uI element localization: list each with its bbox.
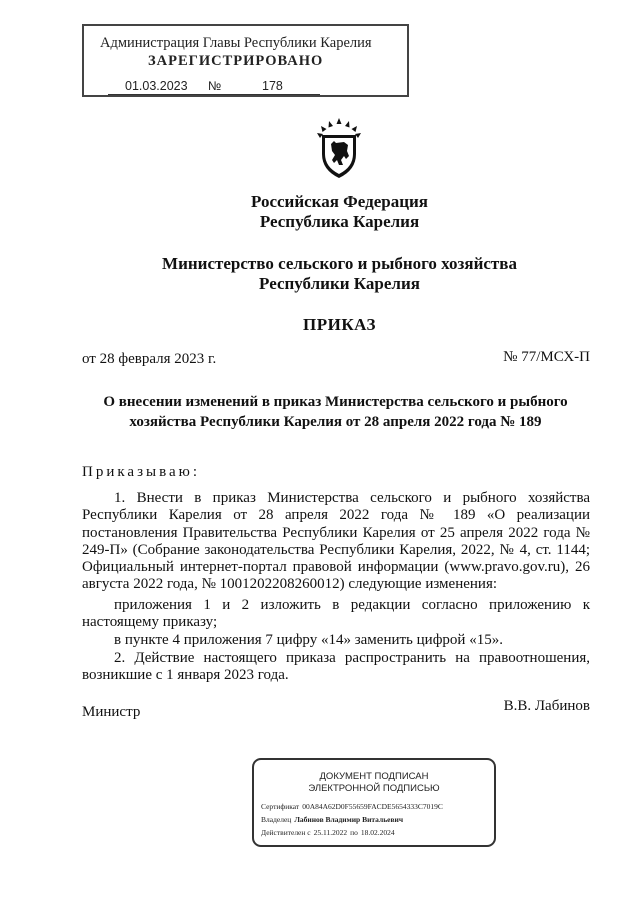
karelia-coat-of-arms-icon [314,118,364,180]
order-subject: О внесении изменений в приказ Министерства сельского и рыбного хозяйства Республики Карелия от 28 апреля 2022 года № 189 [103,394,568,430]
document-type-title: ПРИКАЗ [303,315,376,334]
esig-certificate-row [261,802,443,811]
stamp-status: ЗАРЕГИСТРИРОВАНО [148,53,324,69]
order-item-2: 2. Действие настоящего приказа распространить на правоотношения, возникшие с 1 января 2023 года. [82,650,590,684]
esig-valid-to: 18.02.2024 [360,828,395,837]
esig-certificate-label: Сертификат [261,802,300,811]
order-number: № 77/МСХ-П [503,349,590,365]
stamp-date: 01.03.2023 [125,79,188,93]
esig-owner-label: Владелец [261,815,292,824]
stamp-title: Администрация Главы Республики Карелия [100,35,372,51]
order-item-1: 1. Внести в приказ Министерства сельского и рыбного хозяйства Республики Карелия от 28 апреля 2022 года № 189 «О реализации постановления Правительства Республики Карелия от 25 апреля 2022 года № 249-П» (Собрание законодательства Республики Карелия, 2022, № 4, ст. 1144; Официальный интернет-портал правовой информации (www.pravo.gov.ru), 26 августа 2022 года, № 1001202208260012) следующие изменения: [82,490,590,593]
esig-validity-separator: по [350,828,358,837]
ministry-name: Министерство сельского и рыбного хозяйства [162,254,517,273]
preamble: Приказываю: [82,464,200,480]
esig-title-line2: ЭЛЕКТРОННОЙ ПОДПИСЬЮ [308,783,440,794]
signer-position: Министр [82,704,141,720]
signer-name: В.В. Лабинов [503,698,590,714]
order-item-1-change-a: приложения 1 и 2 изложить в редакции согласно приложению к настоящему приказу; [82,597,590,631]
order-item-1-change-b: в пункте 4 приложения 7 цифру «14» заменить цифрой «15». [114,632,503,648]
stamp-number: 178 [262,79,283,93]
ministry-region: Республики Карелия [259,274,420,293]
esig-validity-row [261,828,395,837]
esig-valid-from: 25.11.2022 [313,828,348,837]
registration-stamp [82,24,409,97]
stamp-number-sign: № [208,79,222,93]
region-name: Республика Карелия [259,212,420,231]
esig-validity-label: Действителен с [261,828,311,837]
esig-owner-value: Лабинов Владимир Витальевич [294,815,404,824]
esig-title-line1: ДОКУМЕНТ ПОДПИСАН [319,771,429,782]
country-name: Российская Федерация [251,192,428,211]
order-date: от 28 февраля 2023 г. [82,351,217,367]
esig-owner-row [261,815,403,824]
esig-certificate-value: 00A84A62D0F55659FACDE5654333C7019C [302,802,443,811]
stamp-underline [108,94,320,95]
electronic-signature-stamp [252,758,496,847]
